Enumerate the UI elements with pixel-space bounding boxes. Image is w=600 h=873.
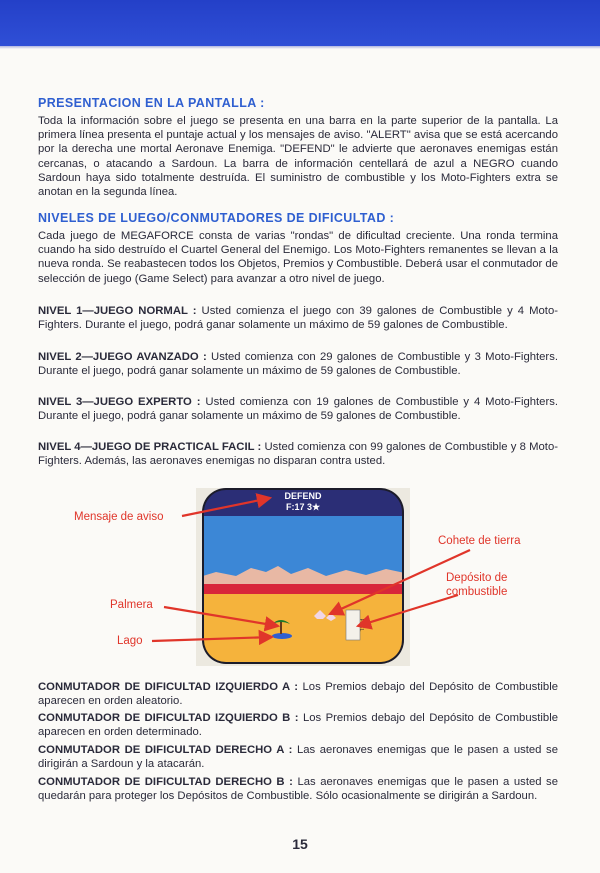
level-text: Usted comienza con 99 galones de Combustible y 8 Moto-Fighters. Además, las aeronaves enemigas no disparan contra usted. (38, 441, 558, 468)
label-deposito-2: combustible (446, 586, 508, 598)
page-number: 15 (292, 836, 308, 852)
label-deposito-1: Depósito de (446, 572, 508, 584)
level-text: Usted comienza con 29 galones de Combustible y 3 Moto-Fighters. Durante el juego, podrá ganar solamente un máximo de 59 galones de Combustible. (38, 351, 558, 378)
switch-paragraph (38, 711, 558, 739)
level-title: NIVEL 4—JUEGO DE PRACTICAL FACIL : (38, 441, 262, 453)
section-heading-niveles: NIVELES DE LUEGO/CONMUTADORES DE DIFICULTAD : (38, 211, 395, 225)
switch-paragraph (38, 743, 558, 771)
switch-title: CONMUTADOR DE DIFICULTAD DERECHO B : (38, 776, 293, 788)
level-text: Usted comienza el juego con 39 galones de Combustible y 4 Moto-Fighters. Durante el juego, podrá ganar solamente un máximo de 59 galones de Combustible. (38, 305, 558, 332)
label-palmera: Palmera (110, 599, 153, 611)
arrow-mensaje (182, 498, 270, 516)
screen-message: DEFEND (284, 491, 322, 501)
switch-text: Los Premios debajo del Depósito de Combustible aparecen en orden determinado. (38, 712, 558, 739)
level-title: NIVEL 2—JUEGO AVANZADO : (38, 351, 207, 363)
section-heading-presentacion: PRESENTACION EN LA PANTALLA : (38, 96, 265, 110)
section-body-presentacion: Toda la información sobre el juego se presenta en una barra en la parte superior de la pantalla. La primera línea presenta el puntaje actual y los mensajes de aviso. "ALERT" avisa que se está acercando por la derecha une mortal Aeronave Enemiga. "DEFEND" le advierte que aeronaves enemigas están cercanas, o atacando a Sardoun. La barra de información centellará de azul a NEGRO cuando Sardoun haya sido totalmente destruída. El suministro de combustible y los Moto-Fighters extra se anotan en la segunda línea. (38, 115, 558, 199)
label-cohete: Cohete de tierra (438, 535, 521, 547)
section-body-niveles: Cada juego de MEGAFORCE consta de varias "rondas" de dificultad creciente. Una ronda termina cuando ha sido destruído el Cuartel General del Enemigo. Los Moto-Fighters remanentes se llevan a la nueva ronda. Se reabastecen todos los Objetos, Premios y Combustible. Deberá usar el conmutador de selección de juego (Game Select) para avanzar a otro nivel de juego. (38, 230, 558, 285)
switch-text: Los Premios debajo del Depósito de Combustible aparecen en orden aleatorio. (38, 681, 558, 708)
label-lago: Lago (117, 635, 143, 647)
level-title: NIVEL 1—JUEGO NORMAL : (38, 305, 197, 317)
arrow-lago (152, 637, 272, 641)
switch-paragraph (38, 680, 558, 708)
level-title: NIVEL 3—JUEGO EXPERTO : (38, 396, 201, 408)
arrow-palmera (164, 607, 278, 626)
switch-text: Las aeronaves enemigas que le pasen a usted se dirigirán a Sardoun y la atacarán. (38, 744, 558, 771)
arrow-deposito (358, 595, 458, 626)
screen-fuel-lives: F:17 3★ (285, 502, 321, 512)
switch-title: CONMUTADOR DE DIFICULTAD IZQUIERDO B : (38, 712, 299, 724)
switch-paragraph (38, 775, 558, 803)
switch-title: CONMUTADOR DE DIFICULTAD DERECHO A : (38, 744, 293, 756)
switch-text: Las aeronaves enemigas que le pasen a usted se quedarán para proteger los Depósitos de Combustible. Sólo ocasionalmente se dirigirán a Sardoun. (38, 776, 558, 803)
level-text: Usted comienza con 19 galones de Combustible y 4 Moto-Fighters. Durante el juego, podrá ganar solamente un máximo de 59 galones de Combustible. (38, 396, 558, 423)
switch-title: CONMUTADOR DE DIFICULTAD IZQUIERDO A : (38, 681, 299, 693)
label-mensaje-aviso: Mensaje de aviso (74, 511, 164, 523)
